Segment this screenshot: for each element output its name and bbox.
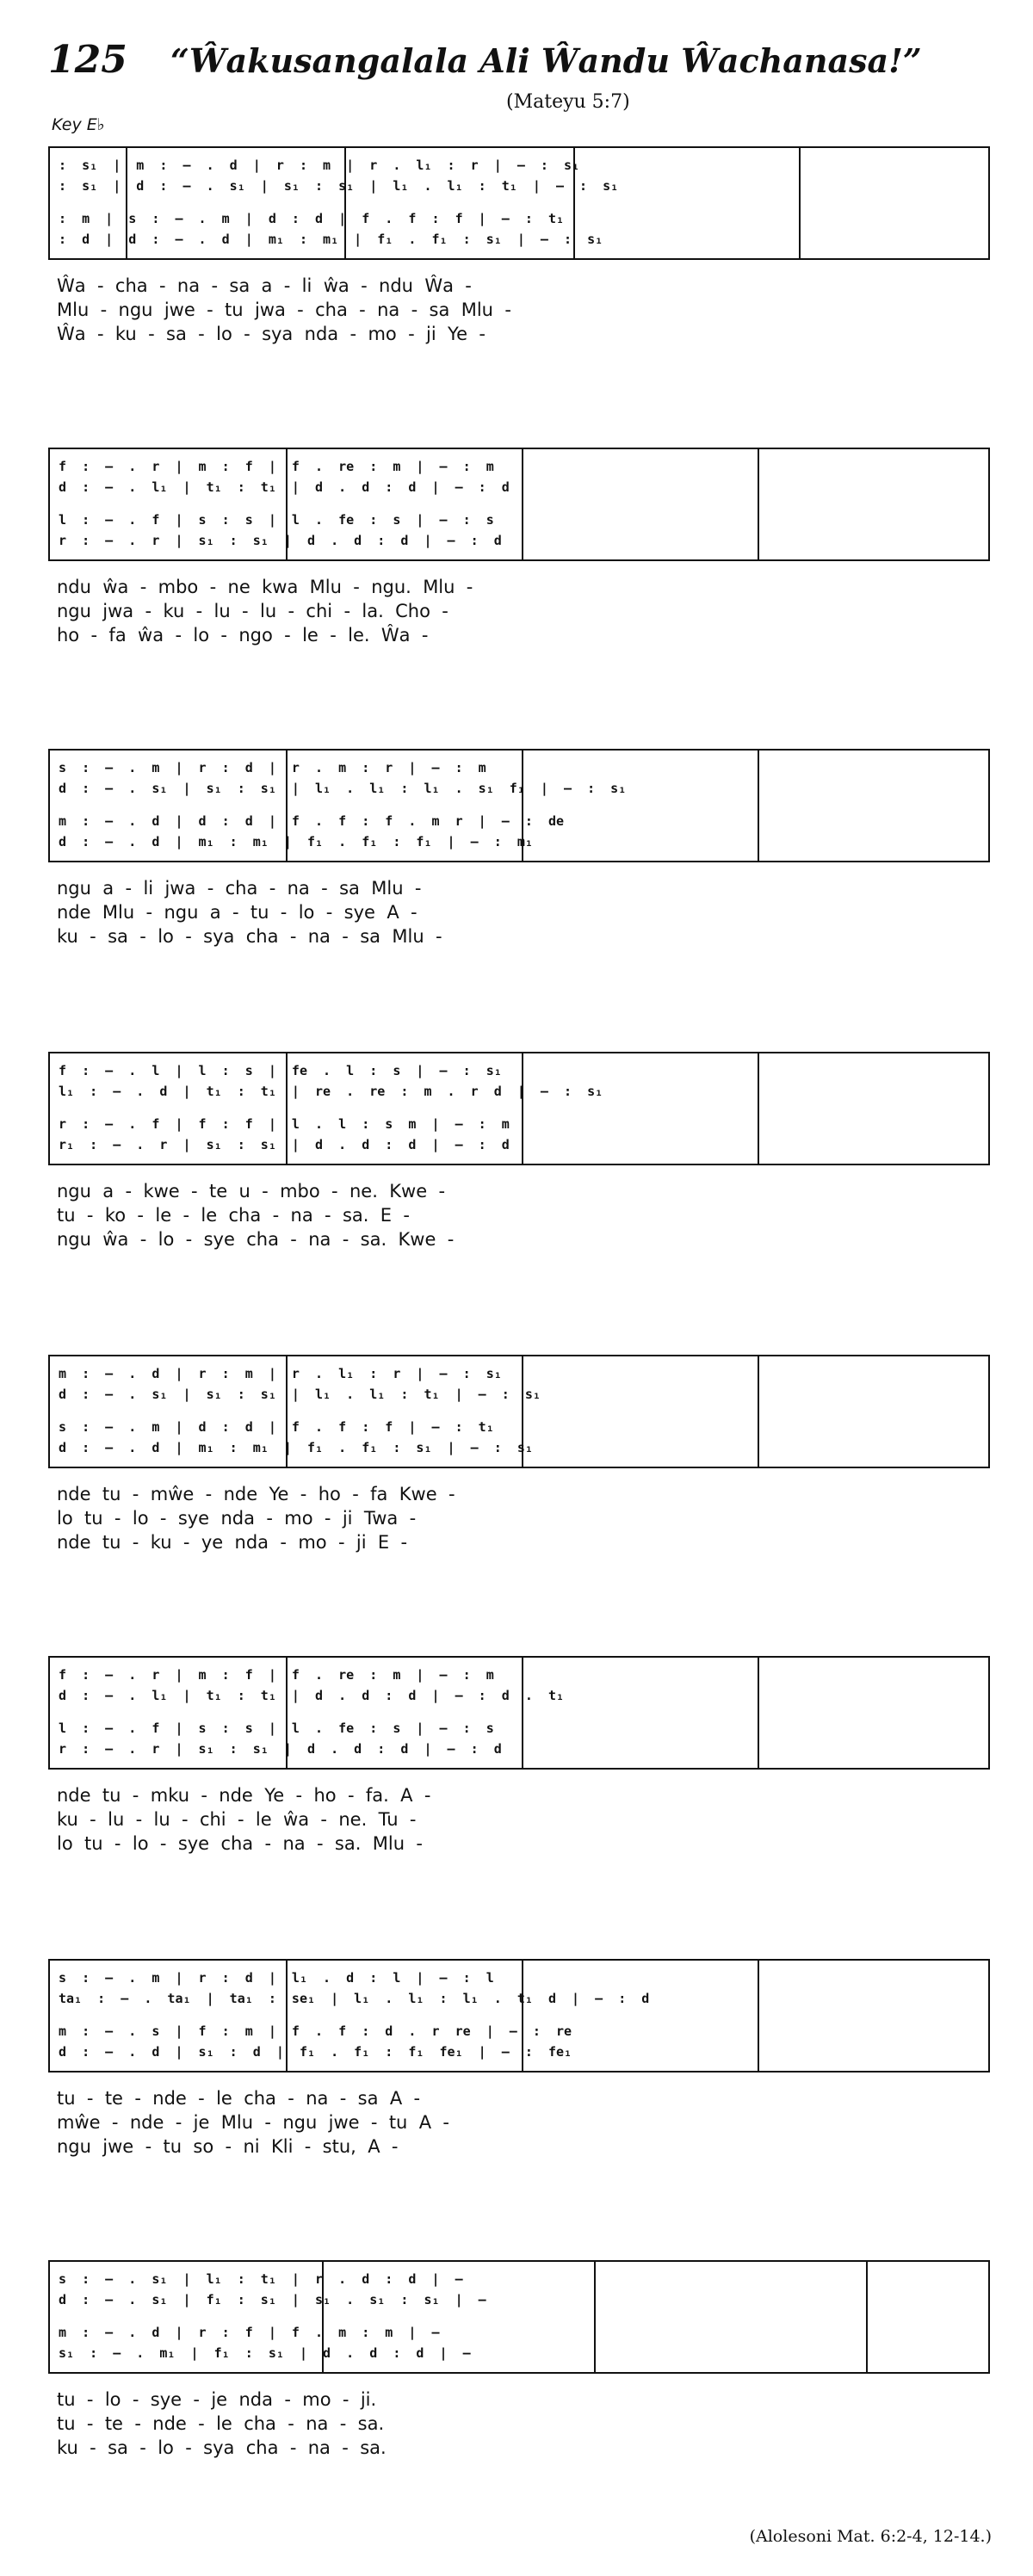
- notation-row: : s₁ | m : – . d | r : m | r . l₁ : r | — : s₁: [59, 158, 580, 173]
- notation-row: d : – . d | m₁ : m₁ | f₁ . f₁ : s₁ | — : s₁: [59, 1440, 533, 1455]
- music-section: [48, 2260, 990, 2518]
- notation-row: d : – . s₁ | f₁ : s₁ | s₁ . s₁ : s₁ | —: [59, 2292, 486, 2307]
- notation-row: f : – . r | m : f | f . re : m | — : m: [59, 1667, 494, 1683]
- notation-row: l₁ : – . d | t₁ : t₁ | re . re : m . r d | — : s₁: [59, 1084, 603, 1099]
- music-section: [48, 1052, 990, 1310]
- lyric-line: ngu ŵa - lo - sye cha - na - sa. Kwe -: [57, 1229, 455, 1250]
- lyric-line: tu - te - nde - le cha - na - sa A -: [57, 2088, 421, 2109]
- lyric-line: ndu ŵa - mbo - ne kwa Mlu - ngu. Mlu -: [57, 577, 473, 597]
- notation-row: r : – . r | s₁ : s₁ | d . d : d | — : d: [59, 1741, 502, 1757]
- lyric-line: ku - sa - lo - sya cha - na - sa.: [57, 2437, 387, 2458]
- lyric-line: ngu jwe - tu so - ni Kli - stu, A -: [57, 2136, 399, 2157]
- music-section: [48, 749, 990, 1007]
- notation-row: m : – . d | d : d | f . f : f . m r | — : de: [59, 813, 564, 829]
- lyric-line: ngu jwa - ku - lu - lu - chi - la. Cho -: [57, 601, 448, 621]
- notation-row: l : – . f | s : s | l . fe : s | — : s: [59, 512, 494, 528]
- scripture-reference: (Mateyu 5:7): [506, 91, 630, 113]
- lyric-line: ku - sa - lo - sya cha - na - sa Mlu -: [57, 926, 442, 947]
- lyric-line: nde tu - mŵe - nde Ye - ho - fa Kwe -: [57, 1484, 455, 1504]
- music-section: [48, 1959, 990, 2217]
- notation-row: d : – . d | s₁ : d | f₁ . f₁ : f₁ fe₁ | — : fe₁: [59, 2044, 572, 2060]
- lyric-line: ngu a - li jwa - cha - na - sa Mlu -: [57, 878, 422, 899]
- lyric-line: Mlu - ngu jwe - tu jwa - cha - na - sa Mlu -: [57, 300, 511, 320]
- notation-row: m : – . d | r : m | r . l₁ : r | — : s₁: [59, 1366, 502, 1381]
- notation-row: m : – . d | r : f | f . m : m | —: [59, 2325, 440, 2340]
- notation-row: s₁ : – . m₁ | f₁ : s₁ | d . d : d | —: [59, 2345, 471, 2361]
- notation-row: s : – . m | d : d | f . f : f | — : t₁: [59, 1419, 494, 1435]
- music-section: [48, 1656, 990, 1914]
- notation-row: l : – . f | s : s | l . fe : s | — : s: [59, 1720, 494, 1736]
- notation-row: f : – . l | l : s | fe . l : s | — : s₁: [59, 1063, 502, 1078]
- lyric-line: Ŵa - cha - na - sa a - li ŵa - ndu Ŵa -: [57, 275, 472, 296]
- notation-box: [48, 1959, 990, 2073]
- lyric-line: nde Mlu - ngu a - tu - lo - sye A -: [57, 902, 418, 923]
- hymn-title: “Ŵakusangalala Ali Ŵandu Ŵachanasa!”: [170, 41, 922, 80]
- music-section: [48, 448, 990, 706]
- notation-row: s : – . m | r : d | r . m : r | — : m: [59, 760, 486, 775]
- notation-row: : m | s : – . m | d : d | f . f : f | — : t₁: [59, 211, 564, 226]
- notation-row: s : – . s₁ | l₁ : t₁ | r . d : d | —: [59, 2271, 463, 2287]
- notation-box: [48, 2260, 990, 2374]
- notation-row: f : – . r | m : f | f . re : m | — : m: [59, 459, 494, 474]
- lyric-line: Ŵa - ku - sa - lo - sya nda - mo - ji Ye -: [57, 324, 486, 344]
- lyric-line: nde tu - ku - ye nda - mo - ji E -: [57, 1532, 408, 1553]
- notation-box: [48, 1656, 990, 1770]
- lyric-line: tu - lo - sye - je nda - mo - ji.: [57, 2389, 377, 2410]
- lyric-line: ho - fa ŵa - lo - ngo - le - le. Ŵa -: [57, 625, 429, 646]
- footer-reference: (Alolesoni Mat. 6:2-4, 12-14.): [749, 2527, 992, 2546]
- lyric-line: tu - te - nde - le cha - na - sa.: [57, 2413, 385, 2434]
- lyric-line: nde tu - mku - nde Ye - ho - fa. A -: [57, 1785, 431, 1806]
- lyric-line: ku - lu - lu - chi - le ŵa - ne. Tu -: [57, 1809, 417, 1830]
- lyric-line: tu - ko - le - le cha - na - sa. E -: [57, 1205, 410, 1226]
- lyric-line: lo tu - lo - sye cha - na - sa. Mlu -: [57, 1833, 423, 1854]
- lyric-line: mŵe - nde - je Mlu - ngu jwe - tu A -: [57, 2112, 450, 2133]
- notation-row: r : – . r | s₁ : s₁ | d . d : d | — : d: [59, 533, 502, 548]
- notation-row: : d | d : – . d | m₁ : m₁ | f₁ . f₁ : s₁ | — : s₁: [59, 232, 603, 247]
- music-section: [48, 1355, 990, 1613]
- notation-box: [48, 1052, 990, 1165]
- notation-box: [48, 146, 990, 260]
- key-signature: Key E♭: [52, 115, 105, 134]
- notation-row: : s₁ | d : – . s₁ | s₁ : s₁ | l₁ . l₁ : t₁ | — : s₁: [59, 178, 619, 194]
- notation-row: d : – . l₁ | t₁ : t₁ | d . d : d | — : d . t₁: [59, 1688, 564, 1703]
- notation-box: [48, 749, 990, 862]
- notation-row: d : – . l₁ | t₁ : t₁ | d . d : d | — : d: [59, 479, 510, 495]
- hymn-number: 125: [48, 38, 127, 82]
- notation-row: m : – . s | f : m | f . f : d . r re | — : re: [59, 2023, 572, 2039]
- lyric-line: ngu a - kwe - te u - mbo - ne. Kwe -: [57, 1181, 446, 1202]
- notation-row: ta₁ : – . ta₁ | ta₁ : se₁ | l₁ . l₁ : l₁ . t₁ d | — : d: [59, 1991, 650, 2006]
- notation-box: [48, 1355, 990, 1468]
- notation-row: d : – . s₁ | s₁ : s₁ | l₁ . l₁ : l₁ . s₁ f₁ | — : s₁: [59, 781, 627, 796]
- notation-row: d : – . s₁ | s₁ : s₁ | l₁ . l₁ : t₁ | — : s₁: [59, 1387, 541, 1402]
- lyric-line: lo tu - lo - sye nda - mo - ji Twa -: [57, 1508, 417, 1529]
- notation-row: r₁ : – . r | s₁ : s₁ | d . d : d | — : d: [59, 1137, 510, 1152]
- notation-box: [48, 448, 990, 561]
- notation-row: d : – . d | m₁ : m₁ | f₁ . f₁ : f₁ | — : m₁: [59, 834, 533, 849]
- music-section: [48, 146, 990, 405]
- notation-row: s : – . m | r : d | l₁ . d : l | — : l: [59, 1970, 494, 1986]
- notation-row: r : – . f | f : f | l . l : s m | — : m: [59, 1116, 510, 1132]
- hymn-header: [48, 38, 995, 141]
